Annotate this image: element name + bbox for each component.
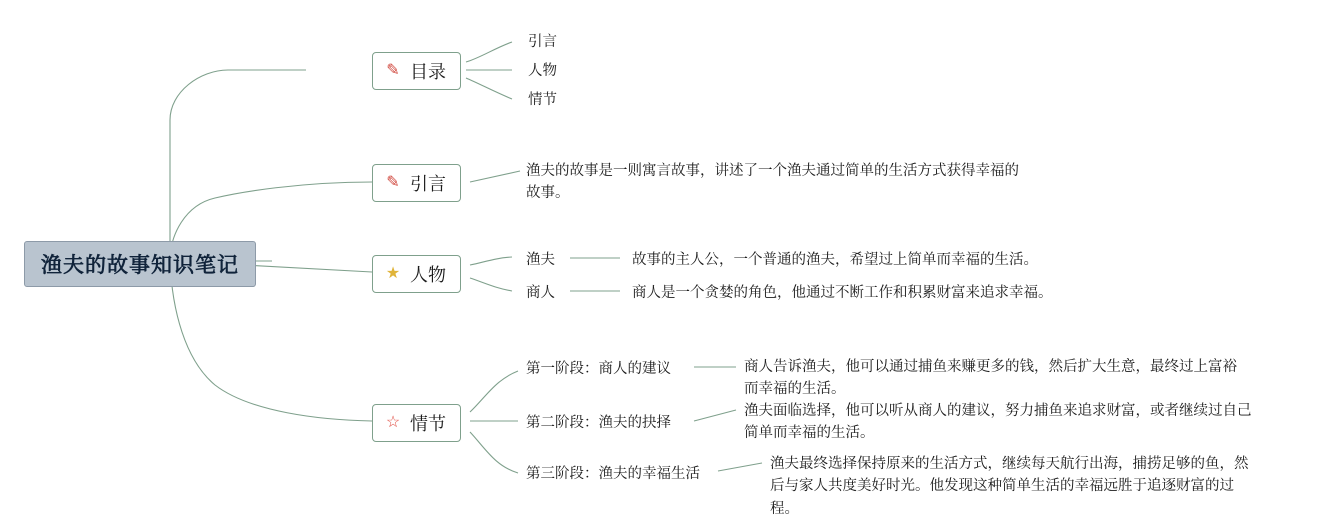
leaf-label: 人物 [528,63,557,79]
leaf-character-merchant[interactable] [526,282,555,304]
leaf-label: 第三阶段：渔夫的幸福生活 [526,466,700,482]
leaf-character-merchant-detail[interactable] [632,282,1053,304]
leaf-label: 商人 [526,285,555,301]
leaf-label: 引言 [528,34,557,50]
leaf-plot-stage1-detail[interactable] [744,356,1244,401]
leaf-plot-stage3[interactable] [526,463,700,485]
branch-label-catalog: 目录 [410,62,446,82]
leaf-label: 渔夫的故事是一则寓言故事，讲述了一个渔夫通过简单的生活方式获得幸福的故事。 [526,163,1019,202]
leaf-detail: 渔夫最终选择保持原来的生活方式，继续每天航行出海，捕捞足够的鱼，然后与家人共度美好时光。他发现这种简单生活的幸福远胜于追逐财富的过程。 [770,456,1249,517]
branch-node-plot[interactable] [372,404,461,442]
leaf-detail: 商人告诉渔夫，他可以通过捕鱼来赚更多的钱，然后扩大生意，最终过上富裕而幸福的生活。 [744,359,1237,398]
leaf-detail: 渔夫面临选择，他可以听从商人的建议，努力捕鱼来追求财富，或者继续过自己简单而幸福的生活。 [744,403,1252,442]
leaf-plot-stage2-detail[interactable] [744,400,1264,445]
branch-node-intro[interactable] [372,164,461,202]
leaf-label: 渔夫 [526,252,555,268]
leaf-plot-stage1[interactable] [526,358,671,380]
leaf-plot-stage3-detail[interactable] [770,453,1260,520]
star-icon: ☆ [385,414,401,431]
root-node-label: 渔夫的故事知识笔记 [41,254,239,277]
branch-label-plot: 情节 [410,414,446,434]
pen-icon: ✎ [386,174,400,191]
leaf-catalog-plot[interactable] [528,89,557,111]
branch-label-characters: 人物 [410,265,446,285]
branch-label-intro: 引言 [410,174,446,194]
leaf-label: 第一阶段：商人的建议 [526,361,671,377]
branch-node-characters[interactable] [372,255,461,293]
leaf-detail: 商人是一个贪婪的角色，他通过不断工作和积累财富来追求幸福。 [632,285,1053,301]
leaf-character-fisherman[interactable] [526,249,555,271]
leaf-detail: 故事的主人公，一个普通的渔夫，希望过上简单而幸福的生活。 [632,252,1038,268]
root-node[interactable] [24,241,256,287]
leaf-plot-stage2[interactable] [526,412,671,434]
leaf-label: 第二阶段：渔夫的抉择 [526,415,671,431]
leaf-catalog-characters[interactable] [528,60,557,82]
leaf-catalog-intro[interactable] [528,31,557,53]
leaf-character-fisherman-detail[interactable] [632,249,1038,271]
pen-icon: ✎ [386,62,400,79]
branch-node-catalog[interactable] [372,52,461,90]
leaf-label: 情节 [528,92,557,108]
medal-icon: ★ [385,265,401,282]
leaf-intro-text[interactable] [526,160,1026,205]
